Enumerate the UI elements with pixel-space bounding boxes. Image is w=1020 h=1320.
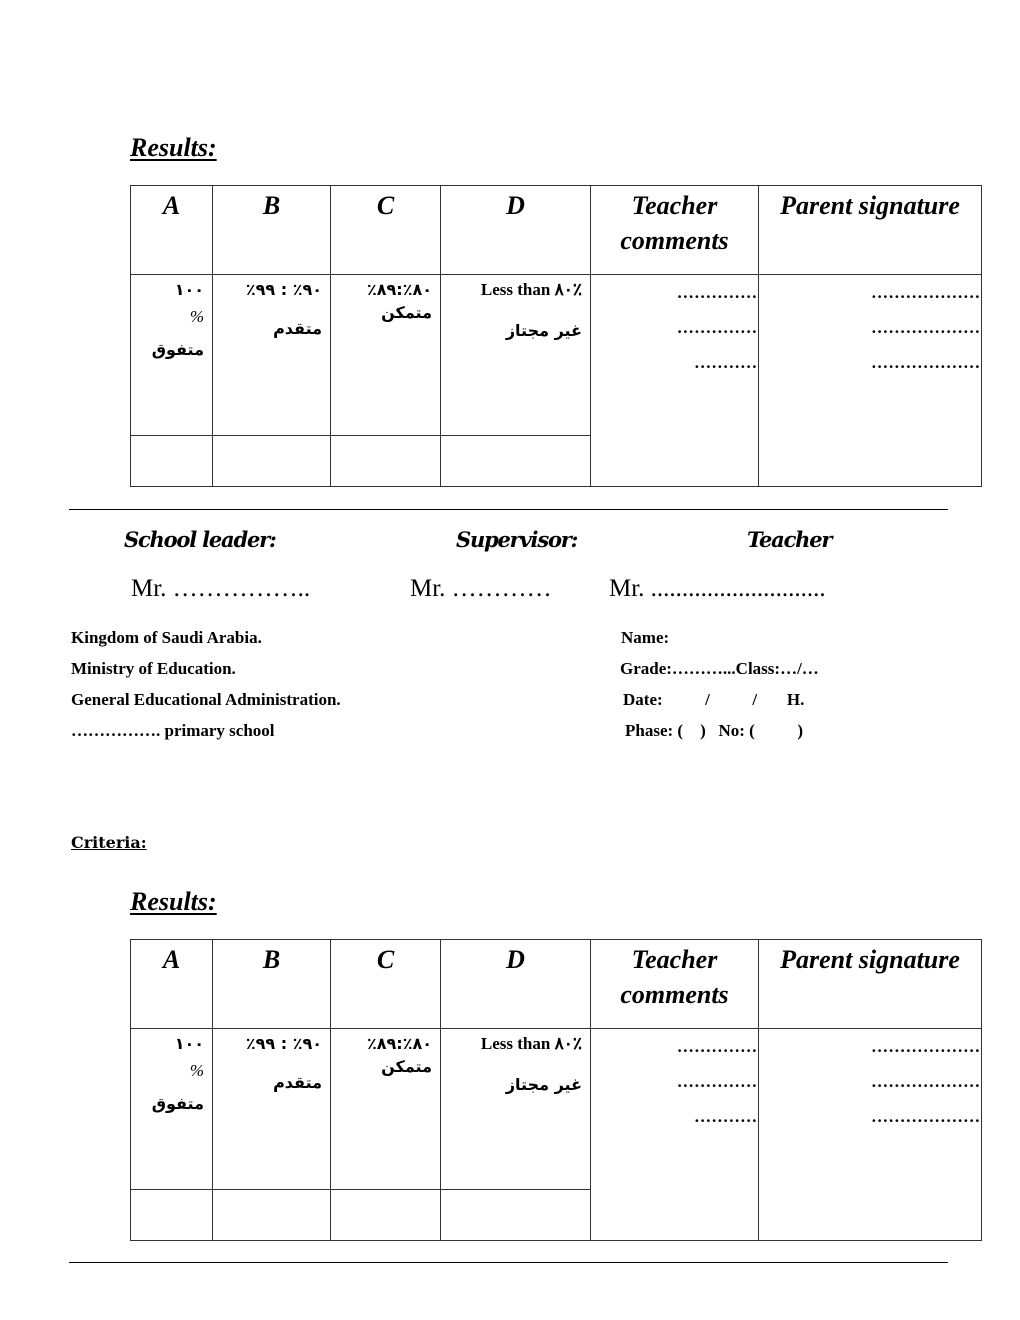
teacher-comments-field[interactable] — [591, 275, 759, 487]
header-teacher-comments: Teacher comments — [591, 940, 759, 1029]
mark-cell-c[interactable] — [331, 1190, 441, 1241]
signature-line: ................... — [871, 283, 981, 302]
grade-c-cell — [331, 275, 441, 436]
header-b: B — [213, 186, 331, 275]
mark-cell-b[interactable] — [213, 1190, 331, 1241]
teacher-title: Teacher — [747, 527, 832, 552]
grade-b-cell — [213, 1029, 331, 1190]
signature-line: ................... — [871, 1107, 981, 1126]
supervisor-name: Mr. ………… — [410, 575, 552, 602]
grade-c-label: متمكن — [381, 303, 432, 322]
grade-b-cell — [213, 275, 331, 436]
header-parent-signature: Parent signature — [759, 940, 982, 1029]
grade-c-label: متمكن — [381, 1057, 432, 1076]
grade-class-field: Grade:………...Class:…/… — [620, 659, 819, 678]
comment-line: ........... — [694, 353, 758, 372]
comment-line: .............. — [677, 1072, 758, 1091]
grade-b-label: متقدم — [273, 1073, 322, 1092]
mark-cell-c[interactable] — [331, 436, 441, 487]
grade-c-value: ٨٠٪:٨٩٪ — [367, 1034, 432, 1053]
grade-d-cell — [441, 275, 591, 436]
mark-cell-d[interactable] — [441, 436, 591, 487]
results-title: Results: — [130, 133, 217, 162]
signature-line: ................... — [871, 1072, 981, 1091]
teacher-name: Mr. ............................ — [609, 575, 826, 602]
signature-line: ................... — [871, 1037, 981, 1056]
grade-a-percent: % — [189, 307, 204, 326]
header-c: C — [331, 940, 441, 1029]
mark-cell-a[interactable] — [131, 1190, 213, 1241]
grade-c-cell — [331, 1029, 441, 1190]
header-row — [131, 186, 982, 275]
divider — [69, 509, 948, 510]
header-d: D — [441, 186, 591, 275]
parent-signature-field[interactable] — [759, 1029, 982, 1241]
grade-a-value: ١٠٠ — [174, 280, 204, 299]
grade-a-label: متفوق — [151, 340, 204, 359]
grade-d-value: Less than ٨٠٪ — [480, 1034, 582, 1053]
divider — [69, 1262, 948, 1263]
results-table — [130, 185, 982, 487]
grade-row — [131, 1029, 982, 1190]
grade-a-value: ١٠٠ — [174, 1034, 204, 1053]
school-leader-title: School leader: — [124, 527, 276, 552]
country-line: Kingdom of Saudi Arabia. — [71, 628, 262, 647]
parent-signature-field[interactable] — [759, 275, 982, 487]
mark-cell-a[interactable] — [131, 436, 213, 487]
student-name-field: Name: — [621, 628, 670, 647]
supervisor-title: Supervisor: — [456, 527, 578, 552]
date-field: Date: / / H. — [623, 690, 805, 709]
results-table — [130, 939, 982, 1241]
grade-c-value: ٨٠٪:٨٩٪ — [367, 280, 432, 299]
grade-a-label: متفوق — [151, 1094, 204, 1113]
ministry-line: Ministry of Education. — [71, 659, 236, 678]
administration-line: General Educational Administration. — [71, 690, 341, 709]
teacher-comments-field[interactable] — [591, 1029, 759, 1241]
header-a: A — [131, 940, 213, 1029]
header-b: B — [213, 940, 331, 1029]
comment-line: .............. — [677, 318, 758, 337]
header-c: C — [331, 186, 441, 275]
grade-b-value: ٩٠٪ : ٩٩٪ — [245, 280, 322, 299]
signature-line: ................... — [871, 353, 981, 372]
grade-d-value: Less than ٨٠٪ — [480, 280, 582, 299]
header-parent-signature: Parent signature — [759, 186, 982, 275]
grade-d-label: غير مجتاز — [505, 1075, 582, 1094]
header-teacher-comments: Teacher comments — [591, 186, 759, 275]
grade-b-value: ٩٠٪ : ٩٩٪ — [245, 1034, 322, 1053]
header-a: A — [131, 186, 213, 275]
comment-line: ........... — [694, 1107, 758, 1126]
grade-d-label: غير مجتاز — [505, 321, 582, 340]
criteria-label: Criteria: — [71, 833, 147, 852]
header-row — [131, 940, 982, 1029]
grade-b-label: متقدم — [273, 319, 322, 338]
signature-line: ................... — [871, 318, 981, 337]
phase-number-field: Phase: ( ) No: ( ) — [625, 721, 803, 740]
mark-cell-b[interactable] — [213, 436, 331, 487]
school-leader-name: Mr. …………….. — [131, 575, 311, 602]
grade-a-cell — [131, 1029, 213, 1190]
grade-d-cell — [441, 1029, 591, 1190]
school-line: ……………. primary school — [71, 721, 275, 740]
grade-a-percent: % — [189, 1061, 204, 1080]
grade-a-cell — [131, 275, 213, 436]
grade-row — [131, 275, 982, 436]
results-title: Results: — [130, 887, 217, 916]
comment-line: .............. — [677, 283, 758, 302]
comment-line: .............. — [677, 1037, 758, 1056]
header-d: D — [441, 940, 591, 1029]
mark-cell-d[interactable] — [441, 1190, 591, 1241]
